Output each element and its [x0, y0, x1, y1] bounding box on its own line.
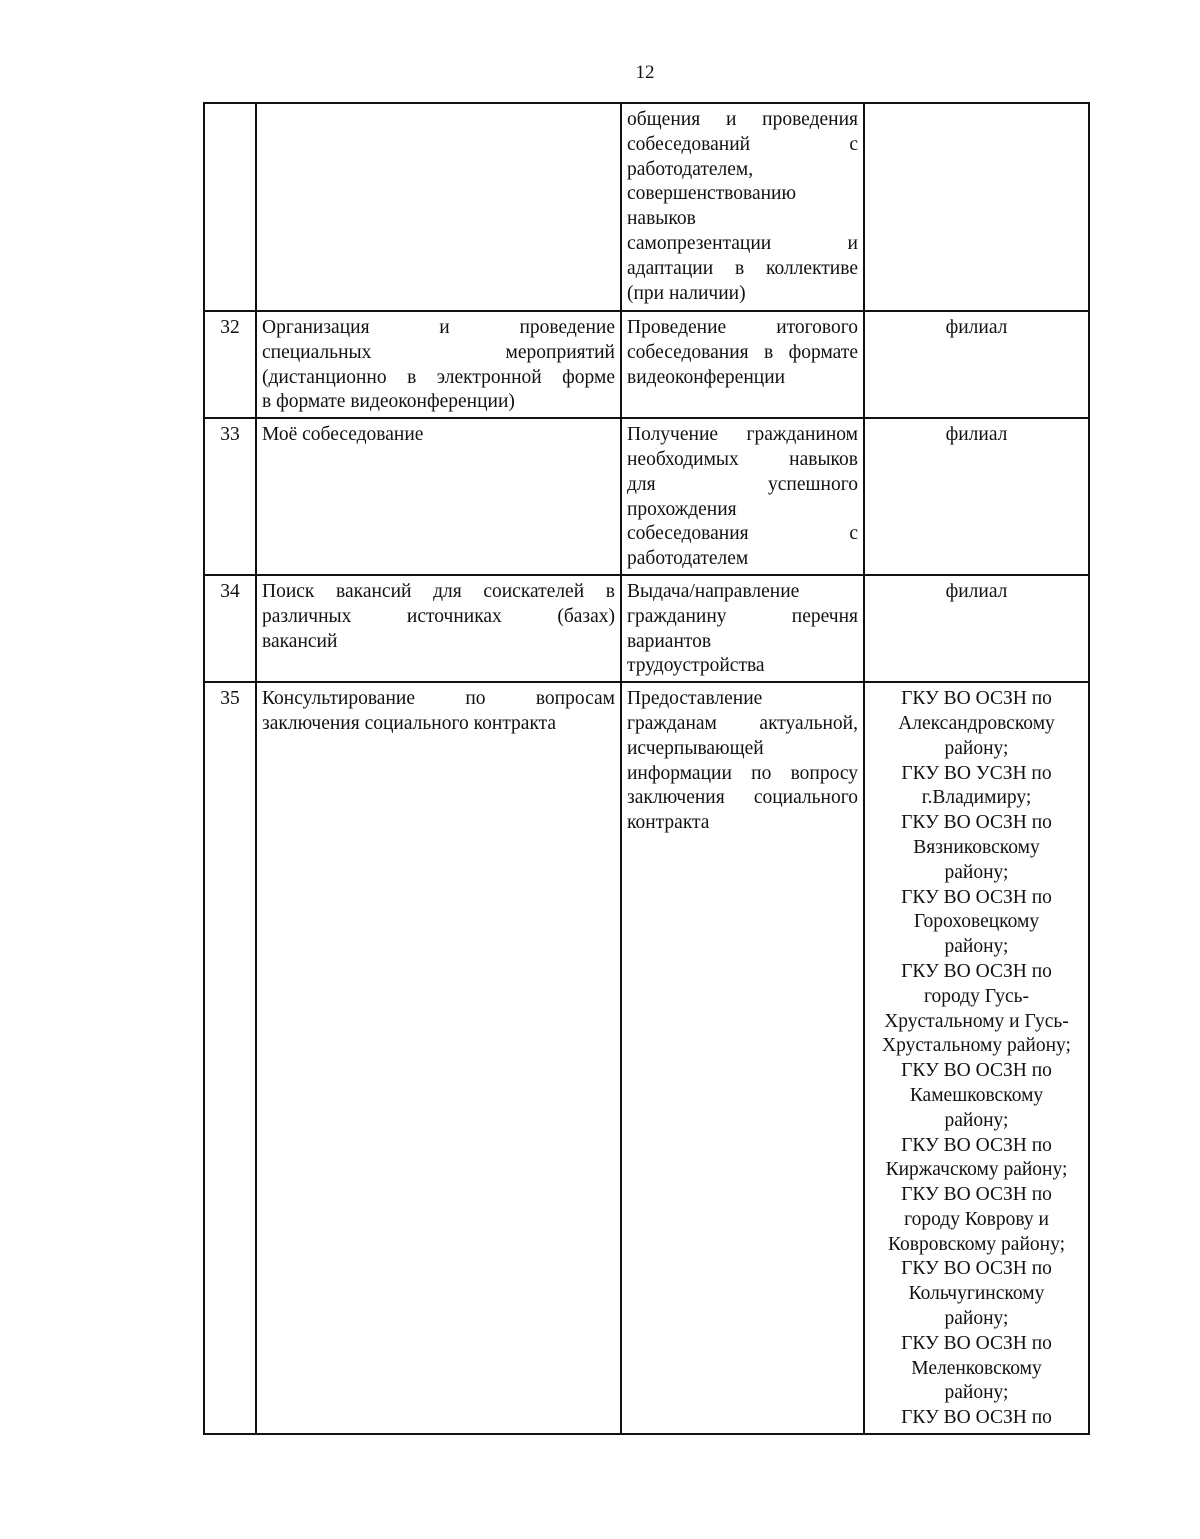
- executor-cell: [864, 682, 1089, 1434]
- text-line: адаптации в коллективе: [627, 257, 858, 279]
- table-body: [204, 103, 1089, 1434]
- executor-line: ГКУ ВО ОСЗН по: [901, 688, 1052, 710]
- event-name-cell: [256, 311, 621, 418]
- table-row: [204, 418, 1089, 575]
- executor-line: Хрустальному району;: [882, 1035, 1071, 1057]
- text-line: различных источниках (базах): [262, 605, 615, 627]
- row-number-cell: 34: [204, 575, 256, 682]
- text-line: гражданам актуальной,: [627, 712, 858, 734]
- executor-line: филиал: [945, 317, 1008, 338]
- text-line: специальных мероприятий: [262, 341, 615, 363]
- text-line: для успешного: [627, 473, 858, 495]
- executor-cell: [864, 311, 1089, 418]
- executor-line: ГКУ ВО ОСЗН по: [901, 812, 1052, 834]
- table-row: [204, 311, 1089, 418]
- row-number-cell: 32: [204, 311, 256, 418]
- result-cell: [621, 575, 864, 682]
- executor-line: ГКУ ВО ОСЗН по: [901, 960, 1052, 982]
- executor-line: ГКУ ВО ОСЗН по: [901, 1407, 1052, 1429]
- result-cell: [621, 311, 864, 418]
- result-cell: [621, 682, 864, 1434]
- text-line: Проведение итогового: [627, 317, 858, 338]
- text-line: Предоставление: [627, 688, 763, 710]
- table-row: [204, 682, 1089, 1434]
- text-line: собеседования с: [627, 523, 858, 545]
- row-number-cell: 33: [204, 418, 256, 575]
- text-line: заключения социального контракта: [262, 712, 557, 734]
- text-line: Консультирование по вопросам: [262, 688, 615, 710]
- text-line: Выдача/направление: [627, 580, 800, 602]
- text-line: видеоконференции: [627, 366, 786, 388]
- text-line: Организация и проведение: [262, 317, 615, 338]
- text-line: заключения социального: [627, 787, 858, 809]
- text-line: Получение гражданином: [627, 424, 858, 446]
- executor-line: Кольчугинскому: [908, 1283, 1045, 1305]
- table-row: [204, 575, 1089, 682]
- executor-line: району;: [944, 1308, 1009, 1330]
- text-line: вакансий: [262, 630, 338, 652]
- text-line: исчерпывающей: [627, 737, 764, 759]
- executor-cell: [864, 103, 1089, 311]
- text-line: Моё собеседование: [262, 424, 424, 446]
- row-number-cell: 35: [204, 682, 256, 1434]
- text-line: гражданину перечня: [627, 605, 858, 627]
- text-line: самопрезентации и: [627, 232, 858, 254]
- executor-line: Ковровскому району;: [887, 1233, 1065, 1255]
- event-name-cell: [256, 575, 621, 682]
- page-number: 12: [635, 62, 655, 83]
- text-line: (дистанционно в электронной форме: [262, 366, 615, 388]
- text-line: в формате видеоконференции): [262, 391, 515, 413]
- result-cell: [621, 418, 864, 575]
- result-cell: [621, 103, 864, 311]
- executor-line: ГКУ ВО ОСЗН по: [901, 1134, 1052, 1156]
- text-line: контракта: [627, 812, 710, 834]
- executor-line: Меленковскому: [911, 1357, 1042, 1379]
- event-name-cell: [256, 682, 621, 1434]
- executor-line: филиал: [945, 424, 1008, 446]
- event-name-cell: [256, 418, 621, 575]
- executor-line: Хрустальному и Гусь-: [884, 1010, 1069, 1032]
- services-table: [203, 102, 1090, 1435]
- text-line: навыков: [627, 208, 696, 230]
- text-line: трудоустройства: [627, 655, 765, 677]
- table-row: [204, 103, 1089, 311]
- executor-line: району;: [944, 861, 1009, 883]
- executor-line: району;: [944, 1109, 1009, 1131]
- executor-line: району;: [944, 1382, 1009, 1404]
- executor-line: Гороховецкому: [913, 911, 1040, 933]
- executor-cell: [864, 575, 1089, 682]
- executor-line: Киржачскому району;: [885, 1159, 1068, 1181]
- text-line: собеседований с: [627, 133, 858, 155]
- executor-line: городу Коврову и: [904, 1208, 1049, 1230]
- text-line: информации по вопросу: [627, 762, 858, 784]
- executor-line: филиал: [945, 580, 1008, 602]
- text-line: (при наличии): [627, 282, 746, 304]
- executor-line: ГКУ ВО ОСЗН по: [901, 1332, 1052, 1354]
- row-number-cell: [204, 103, 256, 311]
- executor-line: району;: [944, 936, 1009, 958]
- text-line: вариантов: [627, 630, 712, 652]
- executor-line: ГКУ ВО ОСЗН по: [901, 1184, 1052, 1206]
- text-line: работодателем,: [627, 158, 754, 180]
- executor-cell: [864, 418, 1089, 575]
- text-line: собеседования в формате: [627, 341, 858, 363]
- executor-line: ГКУ ВО УСЗН по: [901, 762, 1052, 784]
- text-line: работодателем: [627, 548, 749, 570]
- text-line: необходимых навыков: [627, 448, 858, 470]
- executor-line: ГКУ ВО ОСЗН по: [901, 1258, 1052, 1280]
- executor-line: городу Гусь-: [923, 985, 1030, 1007]
- text-line: прохождения: [627, 498, 737, 520]
- executor-line: ГКУ ВО ОСЗН по: [901, 1060, 1052, 1082]
- executor-line: ГКУ ВО ОСЗН по: [901, 886, 1052, 908]
- text-line: Поиск вакансий для соискателей в: [262, 580, 615, 602]
- executor-line: Камешковскому: [909, 1084, 1044, 1106]
- event-name-cell: [256, 103, 621, 311]
- text-line: совершенствованию: [627, 183, 797, 205]
- text-line: общения и проведения: [627, 109, 858, 130]
- executor-line: району;: [944, 737, 1009, 759]
- executor-line: г.Владимиру;: [921, 787, 1032, 809]
- executor-line: Вязниковскому: [913, 836, 1040, 858]
- executor-line: Александровскому: [898, 712, 1055, 734]
